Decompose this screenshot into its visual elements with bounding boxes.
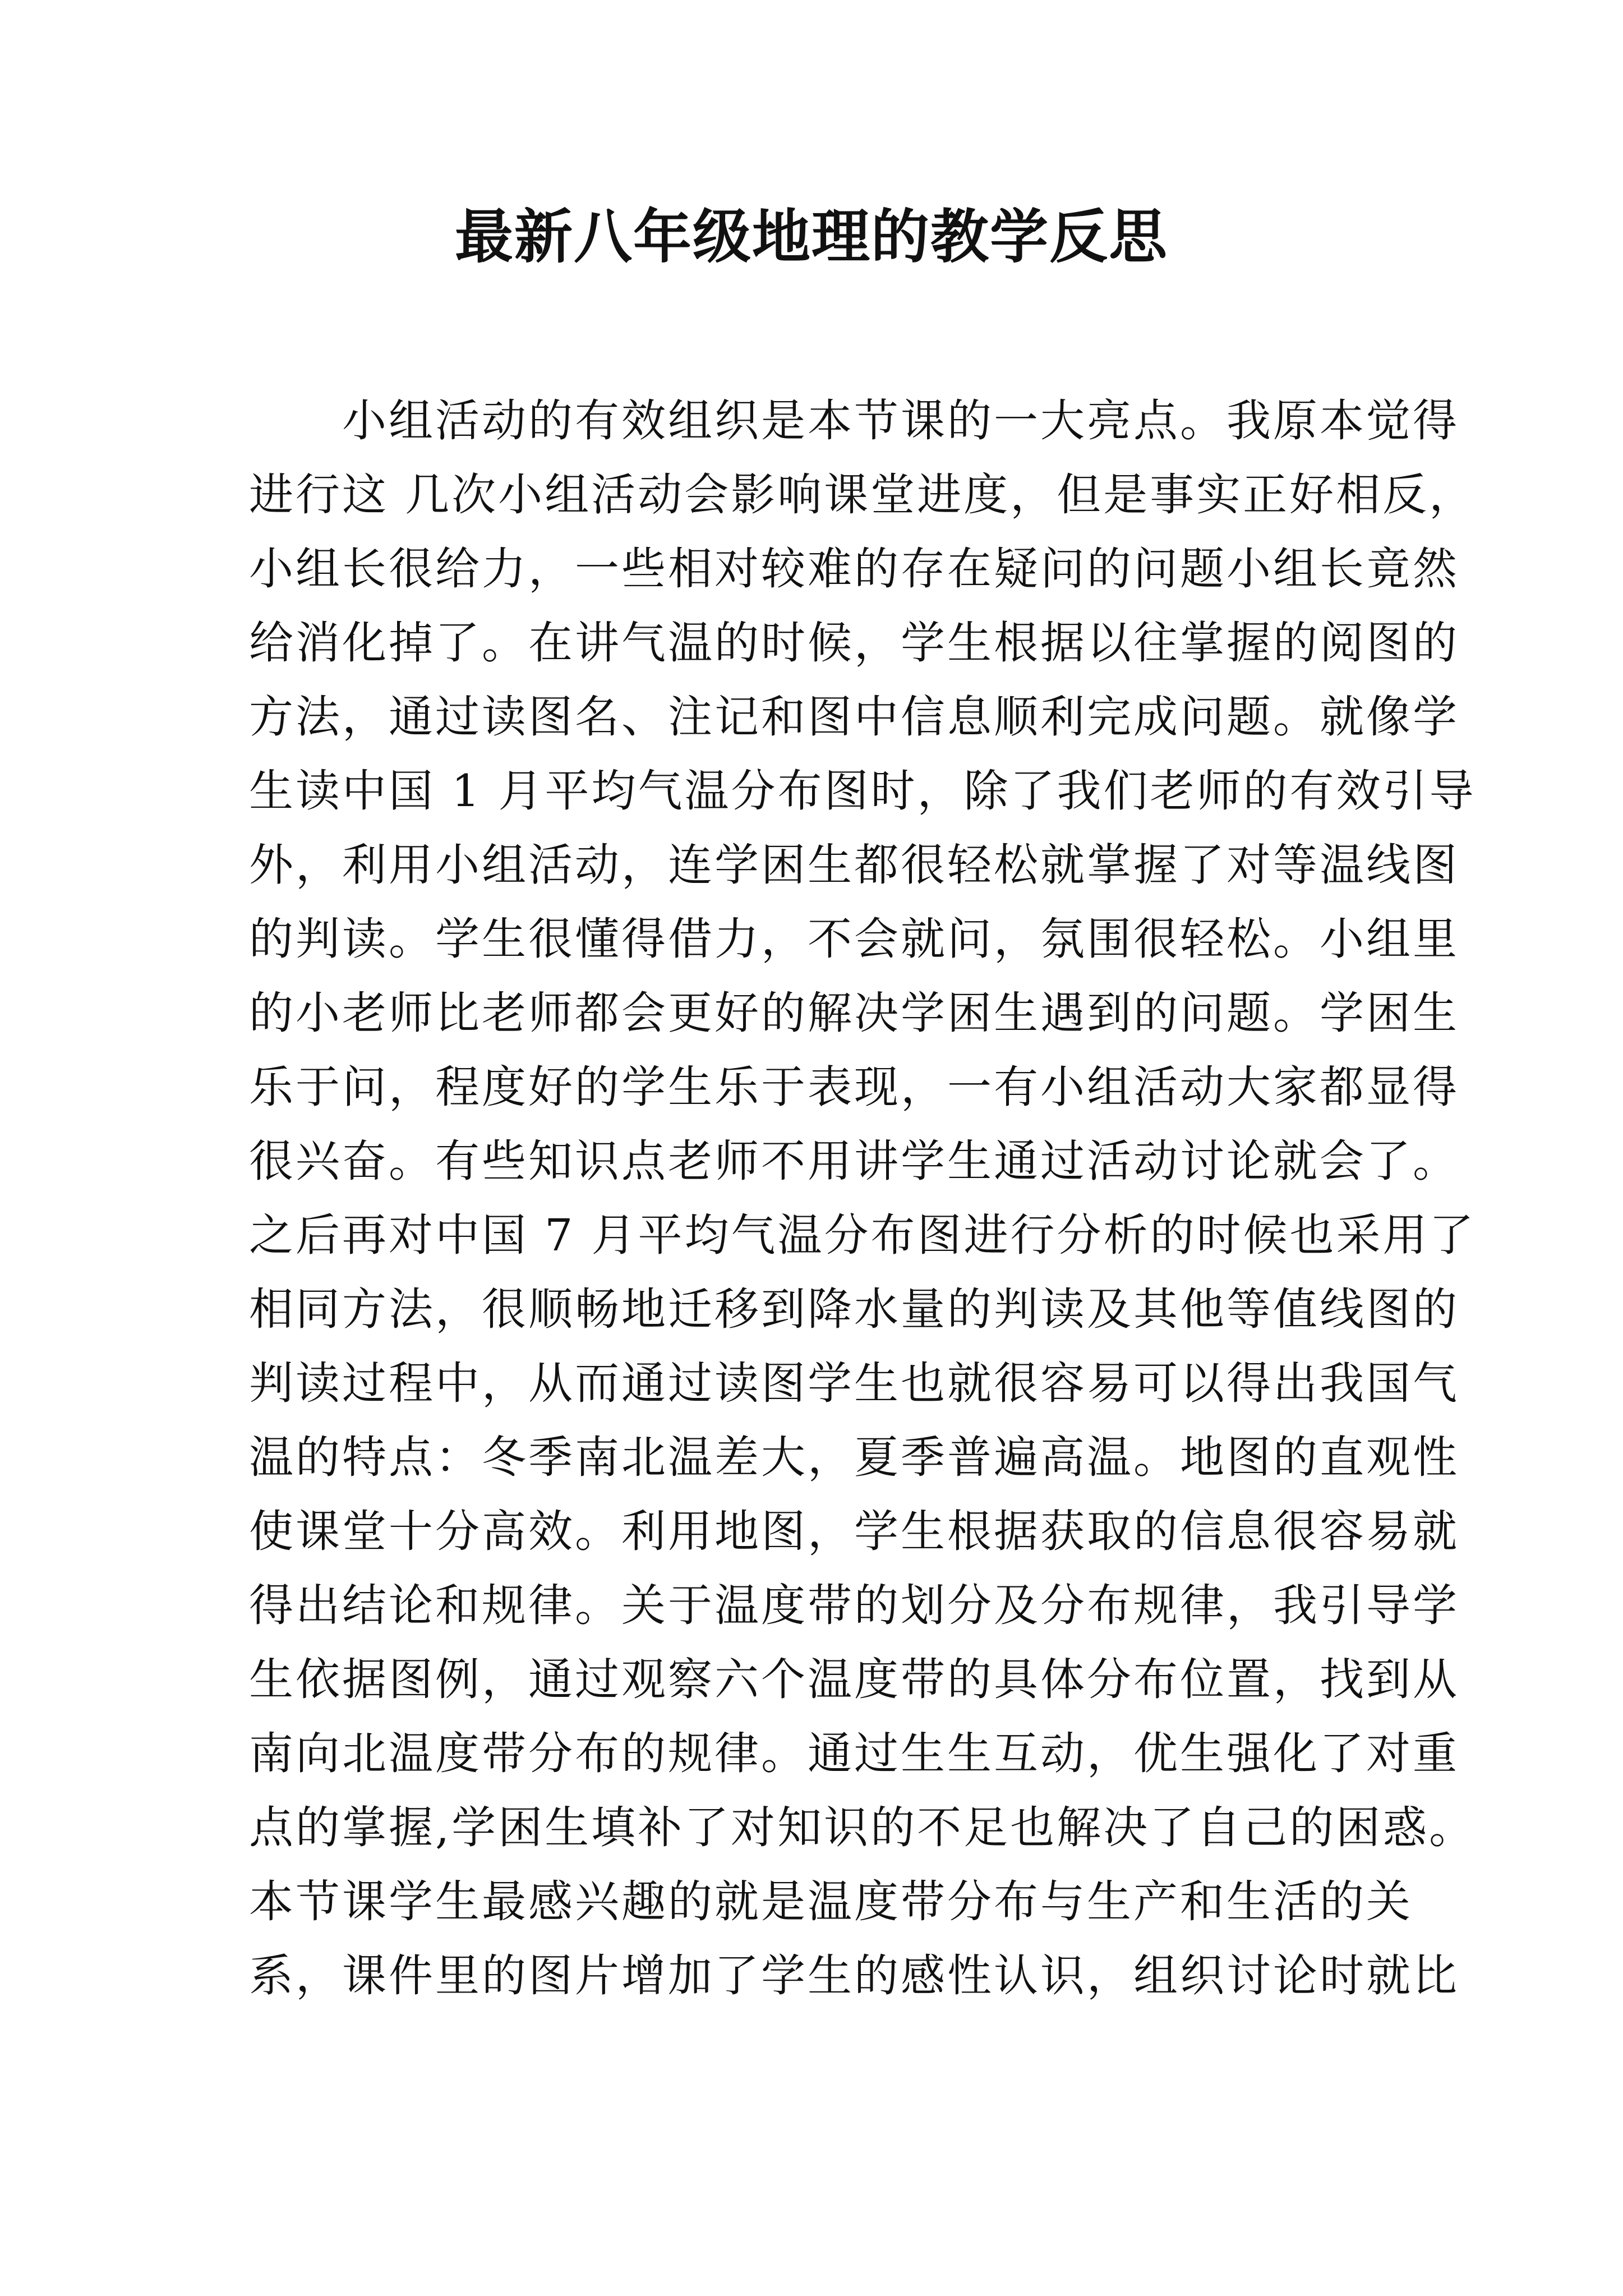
body-line: 很兴奋。有些知识点老师不用讲学生通过活动讨论就会了。 <box>249 1135 1459 1187</box>
body-line: 乐于问，程度好的学生乐于表现，一有小组活动大家都显得 <box>249 1061 1459 1113</box>
body-line: 本节课学生最感兴趣的就是温度带分布与生产和生活的关 <box>249 1876 1413 1927</box>
body-line: 生读中国 1 月平均气温分布图时，除了我们老师的有效引导 <box>249 765 1476 817</box>
body-line: 点的掌握,学困生填补了对知识的不足也解决了自己的困惑。 <box>249 1802 1476 1853</box>
body-line: 生依据图例，通过观察六个温度带的具体分布位置，找到从 <box>249 1654 1459 1705</box>
body-line: 小组活动的有效组织是本节课的一大亮点。我原本觉得 <box>249 395 1459 447</box>
body-line: 给消化掉了。在讲气温的时候，学生根据以往掌握的阅图的 <box>249 617 1459 669</box>
body-line: 方法，通过读图名、注记和图中信息顺利完成问题。就像学 <box>249 691 1459 743</box>
body-line: 使课堂十分高效。利用地图，学生根据获取的信息很容易就 <box>249 1506 1459 1557</box>
body-line: 小组长很给力，一些相对较难的存在疑问的问题小组长竟然 <box>249 543 1459 595</box>
body-line: 温的特点：冬季南北温差大，夏季普遍高温。地图的直观性 <box>249 1432 1459 1483</box>
body-line: 的判读。学生很懂得借力，不会就问，氛围很轻松。小组里 <box>249 913 1459 965</box>
document-title: 最新八年级地理的教学反思 <box>454 202 1168 271</box>
body-line: 相同方法，很顺畅地迁移到降水量的判读及其他等值线图的 <box>249 1283 1459 1335</box>
body-line: 的小老师比老师都会更好的解决学困生遇到的问题。学困生 <box>249 987 1459 1039</box>
body-line: 南向北温度带分布的规律。通过生生互动，优生强化了对重 <box>249 1728 1459 1779</box>
body-line: 系，课件里的图片增加了学生的感性认识，组织讨论时就比 <box>249 1950 1459 2001</box>
body-line: 得出结论和规律。关于温度带的划分及分布规律，我引导学 <box>249 1580 1459 1631</box>
body-line: 进行这 几次小组活动会影响课堂进度，但是事实正好相反， <box>249 469 1476 521</box>
document-body <box>249 384 1476 2013</box>
body-line: 判读过程中，从而通过读图学生也就很容易可以得出我国气 <box>249 1358 1459 1409</box>
body-line: 之后再对中国 7 月平均气温分布图进行分析的时候也采用了 <box>249 1209 1476 1261</box>
body-line: 外，利用小组活动，连学困生都很轻松就掌握了对等温线图 <box>249 839 1459 891</box>
